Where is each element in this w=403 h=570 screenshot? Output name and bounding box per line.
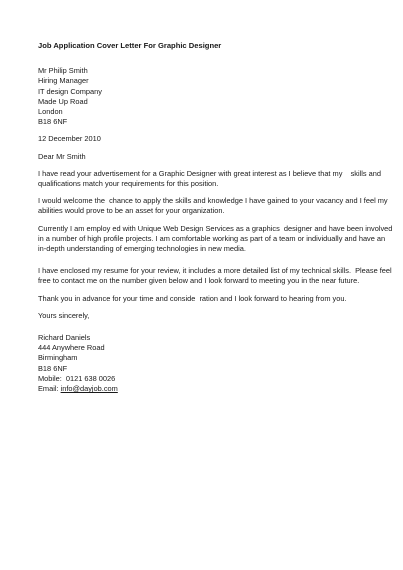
body-paragraph-2 <box>38 196 388 216</box>
body-paragraph-5 <box>38 294 368 304</box>
paragraph-line: Thank you in advance for your time and conside ration and I look forward to hearing from you. <box>38 293 347 303</box>
email-label: Email: <box>38 384 61 394</box>
sender-mobile: Mobile: 0121 638 0026 <box>38 373 116 383</box>
paragraph-line: abilities would prove to be an asset for your organization. <box>38 206 225 216</box>
email-link[interactable]: info@dayjob.com <box>60 384 118 394</box>
body-paragraph-4 <box>38 266 392 286</box>
sender-city: Birmingham <box>38 353 78 363</box>
closing: Yours sincerely, <box>38 310 90 320</box>
salutation: Dear Mr Smith <box>38 151 86 161</box>
paragraph-line: qualifications match your requirements for this position. <box>38 179 219 189</box>
paragraph-line: Currently I am employ ed with Unique Web Design Services as a graphics designer and have been involved <box>38 223 393 233</box>
sender-email-row <box>38 384 368 394</box>
body-paragraph-1 <box>38 168 382 189</box>
sender-signature-block <box>38 333 368 394</box>
body-paragraph-3 <box>38 223 393 255</box>
recipient-street: Made Up Road <box>38 96 88 106</box>
letter-title: Job Application Cover Letter For Graphic Designer <box>38 41 222 50</box>
sender-street: 444 Anywhere Road <box>38 343 105 353</box>
letter-content <box>38 41 393 401</box>
paragraph-line: I have read your advertisement for a Graphic Designer with great interest as I believe that my skills and <box>38 168 382 178</box>
sender-name: Richard Daniels <box>38 333 91 343</box>
paragraph-line: in-depth understanding of emerging technologies in new media. <box>38 244 246 254</box>
recipient-postcode: B18 6NF <box>38 117 68 127</box>
letter-date: 12 December 2010 <box>38 134 101 144</box>
paragraph-line: in a number of high profile projects. I am comfortable working as part of a team or individually and have an <box>38 233 386 243</box>
recipient-role: Hiring Manager <box>38 76 89 86</box>
sender-postcode: B18 6NF <box>38 363 68 373</box>
recipient-city: London <box>38 107 63 117</box>
paragraph-line: I would welcome the chance to apply the skills and knowledge I have gained to your vacancy and I feel my <box>38 196 388 206</box>
recipient-address <box>38 66 368 127</box>
paragraph-line: free to contact me on the number given below and I look forward to meeting you in the near future. <box>38 276 360 286</box>
recipient-company: IT design Company <box>38 86 102 96</box>
recipient-name: Mr Philip Smith <box>38 66 88 76</box>
paragraph-line: I have enclosed my resume for your review, it includes a more detailed list of my technical skills. Please feel <box>38 266 392 276</box>
